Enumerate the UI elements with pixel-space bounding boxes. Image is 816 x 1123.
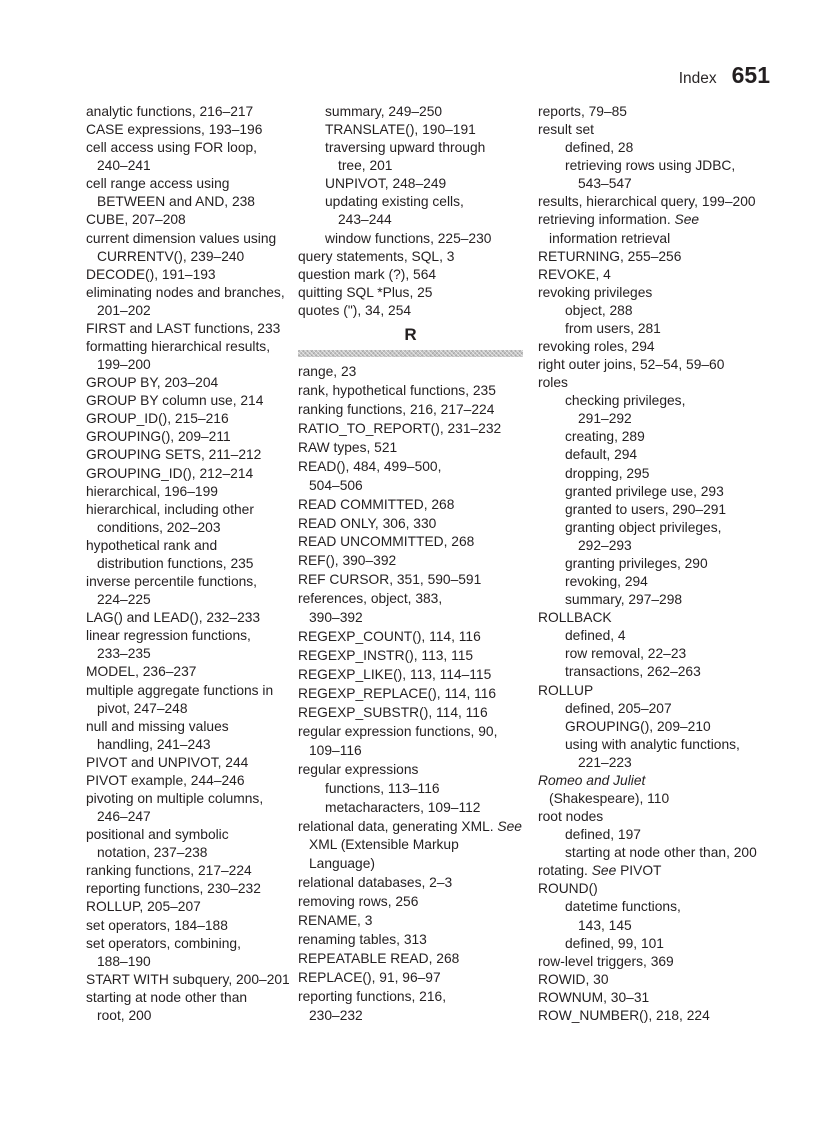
index-subentry — [538, 627, 770, 645]
entry-line: REVOKE, 4 — [538, 266, 611, 282]
entry-line: summary, 249–250 — [325, 104, 443, 119]
entry-line: READ(), 484, 499–500, — [298, 458, 442, 474]
entry-line: defined, 197 — [565, 827, 641, 843]
index-entry — [298, 590, 524, 628]
entry-wrap-line: conditions, 202–203 — [97, 519, 221, 535]
entry-line: MODEL, 236–237 — [86, 664, 197, 680]
index-entry — [86, 862, 296, 880]
entry-line: window functions, 225–230 — [325, 230, 492, 246]
entry-line: regular expression functions, 90, — [298, 723, 498, 739]
index-entry — [298, 874, 524, 893]
entry-line: defined, 99, 101 — [565, 935, 664, 951]
index-entry — [538, 971, 770, 989]
entry-line: RETURNING, 255–256 — [538, 248, 682, 264]
entry-line: GROUP BY column use, 214 — [86, 393, 264, 409]
entry-wrap-line: handling, 241–243 — [97, 736, 211, 752]
entry-line: ROW_NUMBER(), 218, 224 — [538, 1007, 710, 1023]
index-entry — [298, 685, 524, 704]
index-subentry — [538, 157, 770, 193]
entry-line: GROUP_ID(), 215–216 — [86, 411, 229, 427]
entry-line: ranking functions, 217–224 — [86, 863, 252, 879]
entry-line: range, 23 — [298, 364, 357, 379]
index-entry — [538, 211, 770, 247]
index-subentry — [538, 826, 770, 844]
entry-text-italic: See — [674, 212, 700, 228]
index-subentry — [538, 302, 770, 320]
index-entry — [298, 363, 524, 382]
entry-line — [298, 818, 524, 837]
index-subentry — [538, 591, 770, 609]
entry-line — [538, 772, 770, 790]
entry-line: ROWID, 30 — [538, 971, 609, 987]
entry-line: reporting functions, 216, — [298, 988, 447, 1004]
index-entry — [298, 248, 524, 266]
index-entry — [86, 139, 296, 175]
entry-line: removing rows, 256 — [298, 894, 419, 910]
entry-line: DECODE(), 191–193 — [86, 266, 216, 282]
entry-line: set operators, 184–188 — [86, 917, 228, 933]
entry-line: dropping, 295 — [565, 465, 650, 481]
entry-line: granted privilege use, 293 — [565, 483, 724, 499]
index-entry — [298, 302, 524, 320]
entry-wrap-line: 243–244 — [338, 212, 392, 228]
entry-line: creating, 289 — [565, 429, 645, 445]
entry-line: analytic functions, 216–217 — [86, 104, 254, 119]
entry-wrap-line: 240–241 — [97, 158, 151, 174]
index-entry — [538, 103, 770, 121]
index-entry — [298, 818, 524, 875]
entry-line: pivoting on multiple columns, — [86, 790, 264, 806]
entry-wrap-line: CURRENTV(), 239–240 — [97, 248, 245, 264]
index-entry — [298, 401, 524, 420]
entry-line: functions, 113–116 — [325, 780, 440, 796]
index-entry — [86, 754, 296, 772]
entry-line: TRANSLATE(), 190–191 — [325, 122, 476, 138]
entry-wrap-line: 199–200 — [97, 357, 151, 373]
entry-wrap-line: Language) — [309, 856, 375, 872]
index-entry — [298, 458, 524, 496]
index-entry — [298, 439, 524, 458]
entry-line: row removal, 22–23 — [565, 646, 687, 662]
index-entry — [298, 552, 524, 571]
entry-line: roles — [538, 375, 568, 391]
entry-line: result set — [538, 122, 594, 138]
entry-wrap-line: 143, 145 — [578, 917, 632, 933]
index-entry — [538, 772, 770, 808]
index-subentry — [538, 898, 770, 934]
index-entry — [298, 704, 524, 723]
index-subentry — [538, 736, 770, 772]
entry-line: READ ONLY, 306, 330 — [298, 515, 437, 531]
entry-line: revoking, 294 — [565, 574, 648, 590]
index-subentry — [298, 230, 524, 248]
entry-line: FIRST and LAST functions, 233 — [86, 320, 281, 336]
entry-wrap-line: notation, 237–238 — [97, 845, 208, 861]
entry-text-italic: See — [591, 863, 617, 879]
entry-line: REPLACE(), 91, 96–97 — [298, 970, 441, 985]
entry-line: renaming tables, 313 — [298, 932, 427, 948]
index-entry — [298, 723, 524, 761]
index-entry — [86, 320, 296, 338]
index-entry — [86, 609, 296, 627]
index-entry — [298, 628, 524, 647]
entry-line: transactions, 262–263 — [565, 664, 701, 680]
entry-line: relational databases, 2–3 — [298, 875, 453, 891]
entry-line: revoking roles, 294 — [538, 339, 655, 355]
entry-line: ranking functions, 216, 217–224 — [298, 401, 495, 417]
entry-line: defined, 4 — [565, 628, 626, 644]
index-entry — [298, 420, 524, 439]
entry-line: question mark (?), 564 — [298, 266, 437, 282]
index-entry — [298, 761, 524, 780]
index-entry — [86, 772, 296, 790]
index-entry — [538, 682, 770, 700]
entry-line: starting at node other than — [86, 989, 248, 1005]
entry-line: granting privileges, 290 — [565, 555, 708, 571]
letter-heading — [298, 326, 523, 357]
entry-line: UNPIVOT, 248–249 — [325, 176, 447, 192]
index-entry — [86, 537, 296, 573]
index-entry — [86, 428, 296, 446]
index-entry — [86, 917, 296, 935]
entry-wrap-line: 224–225 — [97, 592, 151, 608]
entry-wrap-line: 230–232 — [309, 1007, 363, 1023]
entry-line: current dimension values using — [86, 230, 277, 246]
entry-line: rank, hypothetical functions, 235 — [298, 382, 496, 398]
index-entry — [86, 718, 296, 754]
entry-line: positional and symbolic — [86, 827, 229, 843]
entry-line: multiple aggregate functions in — [86, 682, 274, 698]
index-subentry — [298, 103, 524, 121]
entry-wrap-line: 246–247 — [97, 809, 151, 825]
index-subentry — [538, 645, 770, 663]
index-subentry — [298, 799, 524, 818]
entry-line: references, object, 383, — [298, 591, 443, 607]
index-subentry — [538, 320, 770, 338]
entry-line: revoking privileges — [538, 284, 653, 300]
index-entry — [86, 103, 296, 121]
entry-line: summary, 297–298 — [565, 592, 683, 608]
index-entry — [298, 496, 524, 515]
page-number: 651 — [731, 62, 770, 88]
index-entry — [298, 893, 524, 912]
index-entry — [538, 1007, 770, 1025]
index-entry — [86, 392, 296, 410]
entry-text: retrieving information. — [538, 212, 675, 228]
index-entry — [86, 211, 296, 229]
index-entry — [86, 374, 296, 392]
index-entry — [298, 988, 524, 1026]
index-entry — [298, 647, 524, 666]
index-entry — [538, 989, 770, 1007]
entry-line: regular expressions — [298, 761, 419, 777]
index-column-2-section — [298, 363, 524, 1026]
entry-line: GROUP BY, 203–204 — [86, 375, 219, 391]
index-subentry — [538, 663, 770, 681]
entry-line: object, 288 — [565, 302, 633, 318]
entry-line: RATIO_TO_REPORT(), 231–232 — [298, 420, 502, 436]
entry-wrap-line: 109–116 — [309, 742, 362, 758]
entry-line: REF(), 390–392 — [298, 553, 397, 569]
entry-line: GROUPING(), 209–211 — [86, 429, 231, 445]
index-entry — [538, 121, 770, 139]
entry-wrap-line: BETWEEN and AND, 238 — [97, 194, 255, 210]
entry-line: START WITH subquery, 200–201 — [86, 971, 290, 987]
entry-line: GROUPING(), 209–210 — [565, 718, 711, 734]
entry-line: LAG() and LEAD(), 232–233 — [86, 610, 261, 626]
index-entry — [86, 266, 296, 284]
entry-wrap-line: 291–292 — [578, 411, 632, 427]
entry-wrap-line: 233–235 — [97, 646, 151, 662]
index-subentry — [298, 193, 524, 229]
index-entry — [86, 338, 296, 374]
index-column-1 — [86, 103, 296, 1025]
index-entry — [86, 898, 296, 916]
entry-line: null and missing values — [86, 718, 229, 734]
entry-line: checking privileges, — [565, 393, 686, 409]
entry-line: query statements, SQL, 3 — [298, 248, 455, 264]
index-entry — [298, 931, 524, 950]
entry-line: REPEATABLE READ, 268 — [298, 951, 460, 967]
entry-line: REF CURSOR, 351, 590–591 — [298, 572, 482, 588]
letter-heading-rule — [298, 350, 523, 357]
entry-line: datetime functions, — [565, 899, 681, 915]
index-entry — [298, 912, 524, 931]
index-entry — [86, 410, 296, 428]
index-subentry — [538, 501, 770, 519]
index-entry — [86, 682, 296, 718]
entry-wrap-line: 390–392 — [309, 610, 363, 626]
entry-wrap-line: root, 200 — [97, 1007, 152, 1023]
index-subentry — [298, 175, 524, 193]
entry-line: right outer joins, 52–54, 59–60 — [538, 357, 725, 373]
index-entry — [538, 284, 770, 302]
index-subentry — [538, 483, 770, 501]
index-subentry — [538, 446, 770, 464]
entry-wrap-line: 221–223 — [578, 754, 632, 770]
index-entry — [86, 880, 296, 898]
entry-line: eliminating nodes and branches, — [86, 284, 285, 300]
index-entry — [86, 230, 296, 266]
entry-line: linear regression functions, — [86, 628, 251, 644]
entry-line: REGEXP_INSTR(), 113, 115 — [298, 648, 474, 664]
index-entry — [538, 808, 770, 826]
entry-line: REGEXP_COUNT(), 114, 116 — [298, 629, 481, 645]
entry-text-italic: Romeo and Juliet — [538, 772, 646, 788]
entry-wrap-line: information retrieval — [549, 230, 671, 246]
letter-heading-label: R — [404, 325, 417, 344]
index-subentry — [298, 139, 524, 175]
index-subentry — [538, 465, 770, 483]
entry-line: READ UNCOMMITTED, 268 — [298, 534, 475, 550]
index-entry — [86, 446, 296, 464]
index-subentry — [538, 573, 770, 591]
entry-line: ROWNUM, 30–31 — [538, 989, 650, 1005]
entry-line: retrieving rows using JDBC, — [565, 158, 736, 174]
entry-line: CUBE, 207–208 — [86, 212, 186, 228]
index-entry — [86, 935, 296, 971]
entry-line: RENAME, 3 — [298, 913, 373, 929]
entry-wrap-line: 543–547 — [578, 176, 632, 192]
index-entry — [86, 790, 296, 826]
entry-line: hierarchical, including other — [86, 501, 254, 517]
entry-line: defined, 28 — [565, 140, 634, 156]
entry-wrap-line: pivot, 247–248 — [97, 700, 188, 716]
index-subentry — [298, 121, 524, 139]
entry-line: GROUPING_ID(), 212–214 — [86, 465, 254, 481]
entry-line: REGEXP_REPLACE(), 114, 116 — [298, 685, 497, 701]
index-entry — [538, 356, 770, 374]
index-entry — [298, 284, 524, 302]
entry-line: metacharacters, 109–112 — [325, 799, 481, 815]
entry-wrap-line: distribution functions, 235 — [97, 555, 254, 571]
index-subentry — [538, 718, 770, 736]
entry-text-italic: See — [497, 818, 522, 834]
entry-line: using with analytic functions, — [565, 736, 740, 752]
running-head — [679, 61, 770, 89]
entry-line: reporting functions, 230–232 — [86, 881, 261, 897]
entry-text: PIVOT — [616, 863, 662, 879]
index-subentry — [538, 519, 770, 555]
index-subentry — [538, 935, 770, 953]
entry-line: traversing upward through — [325, 140, 486, 156]
index-subentry — [538, 428, 770, 446]
index-entry — [86, 483, 296, 501]
index-subentry — [538, 700, 770, 718]
entry-line: REGEXP_SUBSTR(), 114, 116 — [298, 704, 488, 720]
entry-wrap-line: 292–293 — [578, 537, 632, 553]
index-entry — [298, 533, 524, 552]
index-entry — [298, 969, 524, 988]
entry-line: RAW types, 521 — [298, 439, 398, 455]
index-entry — [298, 515, 524, 534]
entry-line: default, 294 — [565, 447, 638, 463]
entry-line: REGEXP_LIKE(), 113, 114–115 — [298, 667, 492, 682]
entry-line: granting object privileges, — [565, 519, 722, 535]
entry-line: PIVOT example, 244–246 — [86, 772, 245, 788]
entry-line: GROUPING SETS, 211–212 — [86, 447, 262, 463]
index-entry — [538, 266, 770, 284]
entry-wrap-line: 201–202 — [97, 302, 151, 318]
index-entry — [86, 284, 296, 320]
running-head-title: Index — [678, 70, 717, 87]
index-entry — [538, 248, 770, 266]
entry-line — [538, 211, 770, 229]
entry-line: granted to users, 290–291 — [565, 501, 727, 517]
entry-line: PIVOT and UNPIVOT, 244 — [86, 754, 249, 770]
index-entry — [298, 266, 524, 284]
index-entry — [86, 121, 296, 139]
entry-line — [538, 862, 770, 880]
index-entry — [298, 571, 524, 590]
entry-line: results, hierarchical query, 199–200 — [538, 194, 756, 210]
entry-line: cell access using FOR loop, — [86, 140, 257, 156]
index-entry — [86, 663, 296, 681]
index-entry — [86, 989, 296, 1025]
index-entry — [538, 953, 770, 971]
index-subentry — [538, 555, 770, 573]
index-entry — [538, 609, 770, 627]
entry-line: ROLLUP, 205–207 — [86, 899, 201, 915]
index-entry — [538, 862, 770, 880]
entry-line: from users, 281 — [565, 320, 661, 336]
index-subentry — [538, 844, 770, 862]
entry-line: READ COMMITTED, 268 — [298, 496, 455, 512]
entry-line: ROLLUP — [538, 682, 594, 698]
entry-line: cell range access using — [86, 176, 230, 192]
index-entry — [86, 501, 296, 537]
index-entry — [298, 950, 524, 969]
index-entry — [86, 175, 296, 211]
entry-line: row-level triggers, 369 — [538, 953, 674, 969]
index-entry — [538, 193, 770, 211]
entry-line: root nodes — [538, 809, 604, 825]
index-entry — [86, 627, 296, 663]
entry-line: set operators, combining, — [86, 935, 241, 951]
entry-line: quitting SQL *Plus, 25 — [298, 284, 433, 300]
index-entry — [86, 826, 296, 862]
entry-line: starting at node other than, 200 — [565, 845, 757, 861]
entry-text: relational data, generating XML. — [298, 818, 498, 834]
index-column-3 — [538, 103, 770, 1025]
index-subentry — [538, 392, 770, 428]
index-subentry — [538, 139, 770, 157]
entry-wrap-line: 188–190 — [97, 953, 151, 969]
index-subentry — [298, 780, 524, 799]
entry-wrap-line: (Shakespeare), 110 — [549, 790, 670, 806]
entry-line: CASE expressions, 193–196 — [86, 122, 263, 138]
entry-text: rotating. — [538, 863, 592, 879]
entry-line: ROUND() — [538, 881, 598, 897]
entry-line: hierarchical, 196–199 — [86, 483, 218, 499]
entry-line: ROLLBACK — [538, 610, 612, 626]
entry-wrap-line: 504–506 — [309, 477, 363, 493]
entry-line: defined, 205–207 — [565, 700, 672, 716]
index-entry — [298, 382, 524, 401]
index-entry — [538, 880, 770, 898]
index-entry — [538, 374, 770, 392]
entry-line: hypothetical rank and — [86, 537, 218, 553]
entry-line: updating existing cells, — [325, 194, 464, 210]
index-entry — [86, 465, 296, 483]
index-column-2-continued — [298, 103, 524, 320]
entry-line: quotes ("), 34, 254 — [298, 302, 412, 318]
entry-line: formatting hierarchical results, — [86, 339, 271, 355]
entry-wrap-line: XML (Extensible Markup — [309, 837, 459, 853]
index-entry — [538, 338, 770, 356]
entry-line: reports, 79–85 — [538, 104, 627, 119]
index-entry — [86, 573, 296, 609]
entry-line: inverse percentile functions, — [86, 574, 258, 590]
index-entry — [86, 971, 296, 989]
index-entry — [298, 666, 524, 685]
entry-wrap-line: tree, 201 — [338, 158, 393, 174]
